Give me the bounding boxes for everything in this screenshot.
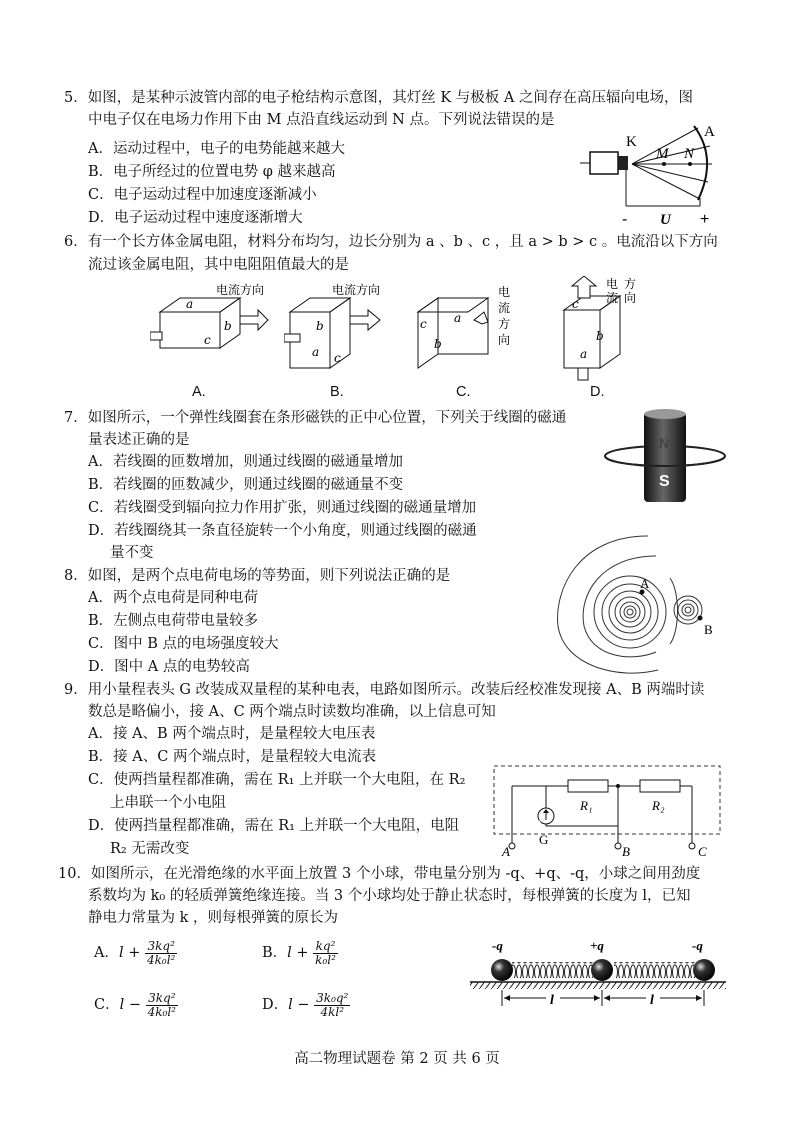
label-u: U: [660, 212, 671, 228]
length-label-2: l: [650, 993, 654, 1008]
box-c-label-b: b: [434, 337, 442, 351]
box-b-diagram: [284, 282, 394, 382]
box-a-diagram: [150, 282, 270, 382]
r1-label: R₁: [580, 798, 593, 813]
q5-stem-line2: 中电子仅在电场力作用下由 M 点沿直线运动到 N 点。下列说法错误的是: [88, 112, 555, 128]
choice-d: D.: [590, 384, 605, 400]
q9-option-d-cont: R₂ 无需改变: [110, 841, 190, 857]
box-c-dir-4: 向: [498, 333, 511, 347]
q5-option-d: D．电子运动过程中速度逐渐增大: [88, 210, 303, 226]
box-d-dir-4: 向: [624, 291, 637, 305]
terminal-c-label: C: [698, 844, 707, 856]
label-m: M: [656, 146, 669, 162]
charge-right-label: -q: [692, 938, 703, 953]
box-b-label-b: b: [316, 319, 324, 333]
magnet-coil-diagram: [600, 404, 730, 504]
q5-option-b: B．电子所经过的位置电势 φ 越来越高: [88, 164, 336, 180]
q7-option-a: A．若线圈的匝数增加，则通过线圈的磁通量增加: [88, 454, 403, 470]
q7-option-d: D．若线圈绕其一条直径旋转一个小角度，则通过线圈的磁通: [88, 523, 477, 539]
q7-option-c: C．若线圈受到辐向拉力作用扩张，则通过线圈的磁通量增加: [88, 500, 477, 516]
box-d-label-b: b: [596, 329, 604, 343]
q5-stem-line1: 5．如图，是某种示波管内部的电子枪结构示意图，其灯丝 K 与极板 A 之间存在高压辐向电场，图: [64, 90, 693, 106]
box-d-label-c: c: [572, 297, 579, 311]
label-minus: -: [622, 211, 628, 228]
q10-option-b: B．l + $\frac{\text{kq²}}{\text{k₀l²}}$: [262, 938, 336, 967]
q10-option-d: D．l − $\frac{\text{3k₀q²}}{\text{4kl²}}$: [262, 990, 349, 1019]
magnet-south-label: S: [659, 473, 670, 490]
r2-label: R₂: [652, 798, 665, 813]
q8-option-d: D．图中 A 点的电势较高: [88, 659, 250, 675]
box-d-label-a: a: [580, 347, 588, 361]
label-k: K: [626, 134, 637, 150]
q10-stem-line1: 10．如图所示，在光滑绝缘的水平面上放置 3 个小球，带电量分别为 -q、+q、-q，小球之间用劲度: [58, 866, 701, 882]
q9-stem-line1: 9．用小量程表头 G 改装成双量程的某种电表，电路如图所示。改装后经校准发现接 A、B 两端时读: [64, 682, 705, 698]
box-c-dir-3: 方: [498, 317, 511, 331]
spring-balls-diagram: [468, 932, 730, 1012]
q9-option-a: A．接 A、B 两个端点时，是量程较大电压表: [88, 726, 376, 742]
box-c-dir-2: 流: [498, 301, 511, 315]
choice-b: B.: [330, 384, 344, 400]
q10-option-a: A．l + $\frac{\text{3kq²}}{\text{4k₀l²}}$: [94, 938, 176, 967]
box-a-label-a: a: [186, 297, 194, 311]
box-c-dir-1: 电: [498, 285, 511, 299]
q9-option-c-cont: 上串联一个小电阻: [110, 795, 226, 811]
magnet-north-label: N: [659, 435, 670, 451]
box-b-dir: 电流方向: [332, 283, 381, 297]
page-footer: 高二物理试题卷 第 2 页 共 6 页: [294, 1051, 500, 1067]
box-a-dir: 电流方向: [216, 283, 265, 297]
svg-text:.: .: [538, 796, 542, 811]
electron-gun-diagram: [570, 118, 730, 230]
q8-stem: 8．如图，是两个点电荷电场的等势面，则下列说法正确的是: [64, 568, 451, 584]
q9-option-c: C．使两挡量程都准确，需在 R₁ 上并联一个大电阻，在 R₂: [88, 772, 466, 788]
box-b-label-c: c: [334, 351, 341, 365]
q5-option-a: A．运动过程中，电子的电势能越来越大: [88, 141, 345, 157]
q10-option-c: C．l − $\frac{\text{3kq²}}{\text{4k₀l²}}$: [94, 990, 176, 1019]
q8-option-b: B．左侧点电荷带电量较多: [88, 613, 259, 629]
galvanometer-label: G: [539, 832, 549, 847]
q10-stem-line3: 静电力常量为 k ，则每根弹簧的原长为: [88, 910, 339, 926]
terminal-a-label: A: [502, 844, 510, 856]
q7-option-b: B．若线圈的匝数减少，则通过线圈的磁通量不变: [88, 477, 404, 493]
q7-stem-line2: 量表述正确的是: [88, 432, 190, 448]
length-label-1: l: [550, 993, 554, 1008]
q9-stem-line2: 数总是略偏小，接 A、C 两个端点时读数均准确，以上信息可知: [88, 704, 496, 720]
q9-option-d: D．使两挡量程都准确，需在 R₁ 上并联一个大电阻，电阻: [88, 818, 460, 834]
box-d-dir-2: 流: [606, 291, 619, 305]
q7-option-d-cont: 量不变: [110, 545, 154, 561]
charge-middle-label: +q: [590, 938, 604, 953]
equipotential-diagram: [548, 530, 758, 678]
q6-stem-line2: 流过该金属电阻，其中电阻阻值最大的是: [88, 257, 349, 273]
label-a: A: [704, 124, 715, 140]
point-a-label: A: [640, 576, 650, 591]
choice-c: C.: [456, 384, 471, 400]
choice-a: A.: [192, 384, 206, 400]
point-b-label: B: [704, 622, 713, 637]
q10-stem-line2: 系数均为 k₀ 的轻质弹簧绝缘连接。当 3 个小球均处于静止状态时，每根弹簧的长度为 l，已知: [88, 888, 691, 904]
box-b-label-a: a: [312, 345, 320, 359]
box-c-diagram: [412, 282, 522, 382]
label-plus: +: [700, 211, 710, 228]
box-c-label-a: a: [454, 311, 462, 325]
ammeter-circuit-diagram: [492, 764, 722, 856]
terminal-b-label: B: [622, 844, 630, 856]
q5-option-c: C．电子运动过程中加速度逐渐减小: [88, 187, 317, 203]
svg-text:.: .: [538, 810, 542, 825]
box-d-diagram: [550, 276, 660, 382]
box-d-dir-3: 方: [624, 277, 637, 291]
q8-option-c: C．图中 B 点的电场强度较大: [88, 636, 279, 652]
label-n: N: [684, 146, 695, 162]
box-d-dir-1: 电: [606, 277, 619, 291]
q8-option-a: A．两个点电荷是同种电荷: [88, 590, 258, 606]
q7-stem-line1: 7．如图所示，一个弹性线圈套在条形磁铁的正中心位置，下列关于线圈的磁通: [64, 410, 567, 426]
q9-option-b: B．接 A、C 两个端点时，是量程较大电流表: [88, 749, 376, 765]
box-a-label-b: b: [224, 319, 232, 333]
box-c-label-c: c: [420, 317, 427, 331]
charge-left-label: -q: [492, 938, 503, 953]
box-a-label-c: c: [204, 333, 211, 347]
q6-stem-line1: 6．有一个长方体金属电阻，材料分布均匀，边长分别为 a 、b 、c ，且 a > b > c 。电流沿以下方向: [64, 234, 718, 250]
